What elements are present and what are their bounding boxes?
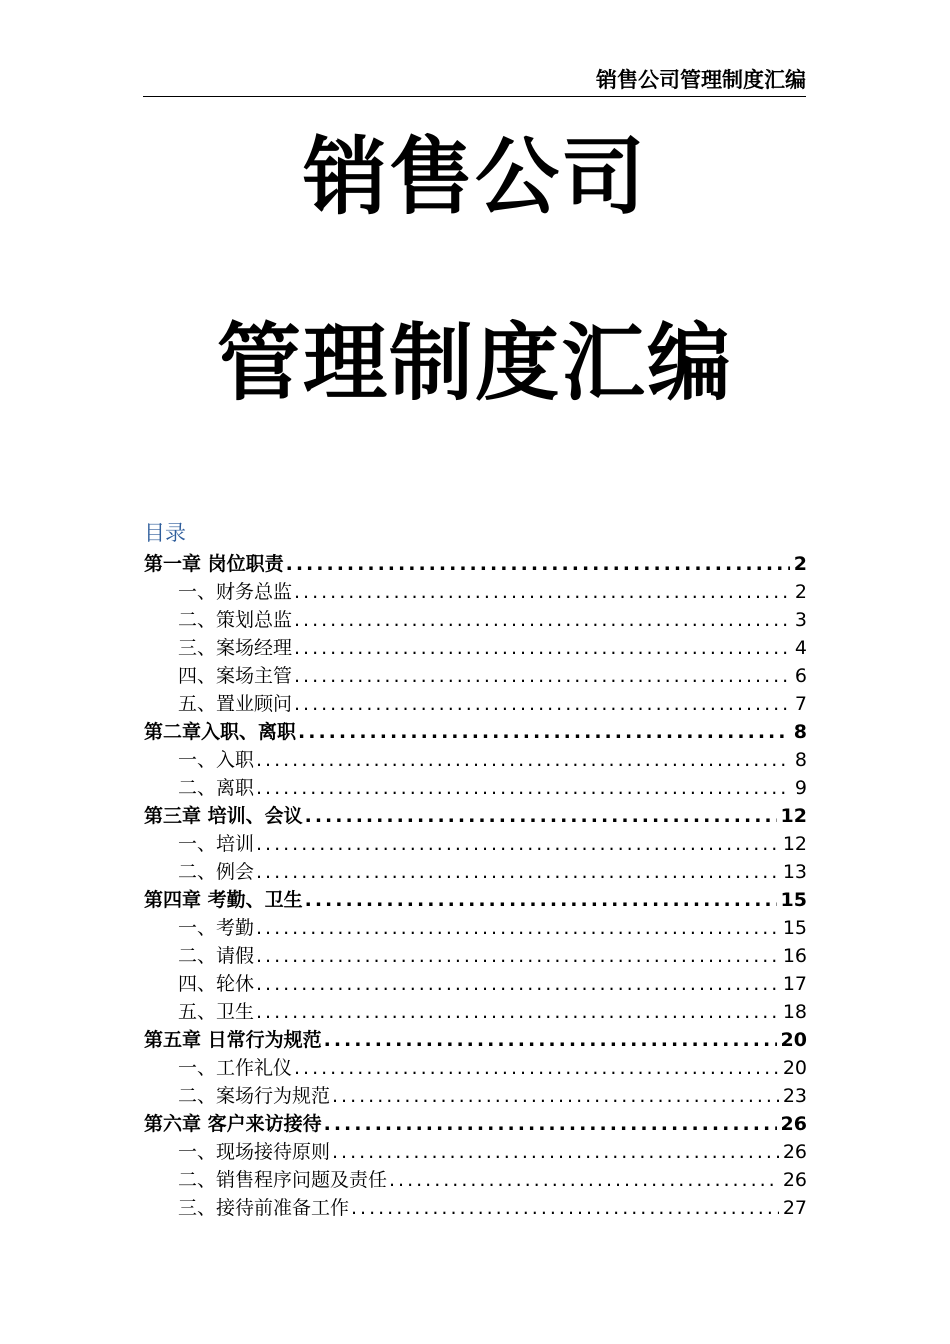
toc-dot-leader [332,1138,779,1166]
toc-dot-leader [256,942,779,970]
toc-page-number: 18 [782,1001,807,1023]
toc-page-number: 15 [782,917,807,939]
toc-page-number: 26 [782,1141,807,1163]
toc-dot-leader [298,718,790,746]
toc-entry-title: 二、销售程序问题及责任 [178,1169,388,1191]
toc-section-entry[interactable] [144,1138,807,1166]
toc-chapter-entry[interactable] [144,550,807,578]
toc-entry-title: 四、轮休 [178,973,255,995]
toc-entry-title: 二、案场行为规范 [178,1085,331,1107]
toc-dot-leader [294,690,791,718]
toc-section-entry[interactable] [144,662,807,690]
toc-page-number: 16 [782,945,807,967]
toc-section-entry[interactable] [144,1166,807,1194]
toc-chapter-entry[interactable] [144,1110,807,1138]
toc-page-number: 8 [793,721,807,743]
table-of-contents [144,518,807,1222]
toc-dot-leader [305,802,777,830]
toc-dot-leader [256,746,791,774]
toc-entry-title: 二、例会 [178,861,255,883]
toc-page-number: 12 [782,833,807,855]
toc-page-number: 2 [793,553,807,575]
toc-entry-title: 第六章 客户来访接待 [144,1113,322,1135]
toc-section-entry[interactable] [144,606,807,634]
toc-dot-leader [389,1166,779,1194]
toc-section-entry[interactable] [144,830,807,858]
toc-page-number: 12 [780,805,807,827]
toc-page-number: 23 [782,1085,807,1107]
toc-chapter-entry[interactable] [144,1026,807,1054]
toc-section-entry[interactable] [144,1194,807,1222]
toc-chapter-entry[interactable] [144,718,807,746]
toc-entry-title: 第四章 考勤、卫生 [144,889,303,911]
toc-dot-leader [351,1194,779,1222]
toc-page-number: 3 [794,609,807,631]
toc-entry-title: 一、入职 [178,749,255,771]
toc-entry-title: 第三章 培训、会议 [144,805,303,827]
toc-heading: 目录 [144,521,186,545]
toc-entry-title: 三、案场经理 [178,637,293,659]
toc-page-number: 26 [780,1113,807,1135]
toc-entry-title: 二、请假 [178,945,255,967]
toc-dot-leader [324,1110,777,1138]
toc-section-entry[interactable] [144,1082,807,1110]
toc-dot-leader [305,886,777,914]
toc-dot-leader [286,550,790,578]
toc-section-entry[interactable] [144,998,807,1026]
toc-dot-leader [256,830,779,858]
toc-entry-title: 第五章 日常行为规范 [144,1029,322,1051]
toc-dot-leader [332,1082,779,1110]
toc-section-entry[interactable] [144,970,807,998]
cover-title-line-2: 管理制度汇编 [216,314,733,412]
toc-list [144,550,807,1222]
toc-page-number: 9 [794,777,807,799]
toc-entry-title: 第二章入职、离职 [144,721,297,743]
toc-dot-leader [324,1026,777,1054]
toc-section-entry[interactable] [144,634,807,662]
toc-dot-leader [256,998,779,1026]
toc-page-number: 15 [780,889,807,911]
page-header [143,60,806,97]
toc-entry-title: 二、策划总监 [178,609,293,631]
running-title: 销售公司管理制度汇编 [596,68,806,92]
toc-section-entry[interactable] [144,942,807,970]
toc-dot-leader [256,774,791,802]
toc-section-entry[interactable] [144,774,807,802]
toc-page-number: 7 [794,693,807,715]
toc-page-number: 2 [794,581,807,603]
toc-entry-title: 二、离职 [178,777,255,799]
toc-entry-title: 一、财务总监 [178,581,293,603]
toc-entry-title: 一、考勤 [178,917,255,939]
toc-dot-leader [294,662,791,690]
toc-section-entry[interactable] [144,746,807,774]
toc-chapter-entry[interactable] [144,886,807,914]
toc-page-number: 13 [782,861,807,883]
toc-entry-title: 五、卫生 [178,1001,255,1023]
toc-entry-title: 一、现场接待原则 [178,1141,331,1163]
toc-page-number: 27 [782,1197,807,1219]
toc-entry-title: 一、工作礼仪 [178,1057,293,1079]
toc-page-number: 26 [782,1169,807,1191]
toc-dot-leader [294,606,791,634]
toc-entry-title: 五、置业顾问 [178,693,293,715]
toc-page-number: 17 [782,973,807,995]
toc-page-number: 8 [794,749,807,771]
toc-section-entry[interactable] [144,858,807,886]
toc-section-entry[interactable] [144,1054,807,1082]
toc-dot-leader [256,970,779,998]
toc-dot-leader [256,914,779,942]
toc-dot-leader [294,634,791,662]
cover-title-line-1: 销售公司 [302,128,647,226]
toc-entry-title: 一、培训 [178,833,255,855]
toc-section-entry[interactable] [144,690,807,718]
toc-dot-leader [294,1054,779,1082]
toc-entry-title: 四、案场主管 [178,665,293,687]
toc-dot-leader [294,578,791,606]
toc-entry-title: 三、接待前准备工作 [178,1197,350,1219]
toc-page-number: 20 [782,1057,807,1079]
toc-page-number: 4 [794,637,807,659]
toc-page-number: 6 [794,665,807,687]
toc-entry-title: 第一章 岗位职责 [144,553,284,575]
toc-section-entry[interactable] [144,578,807,606]
toc-page-number: 20 [780,1029,807,1051]
toc-section-entry[interactable] [144,914,807,942]
toc-chapter-entry[interactable] [144,802,807,830]
toc-dot-leader [256,858,779,886]
